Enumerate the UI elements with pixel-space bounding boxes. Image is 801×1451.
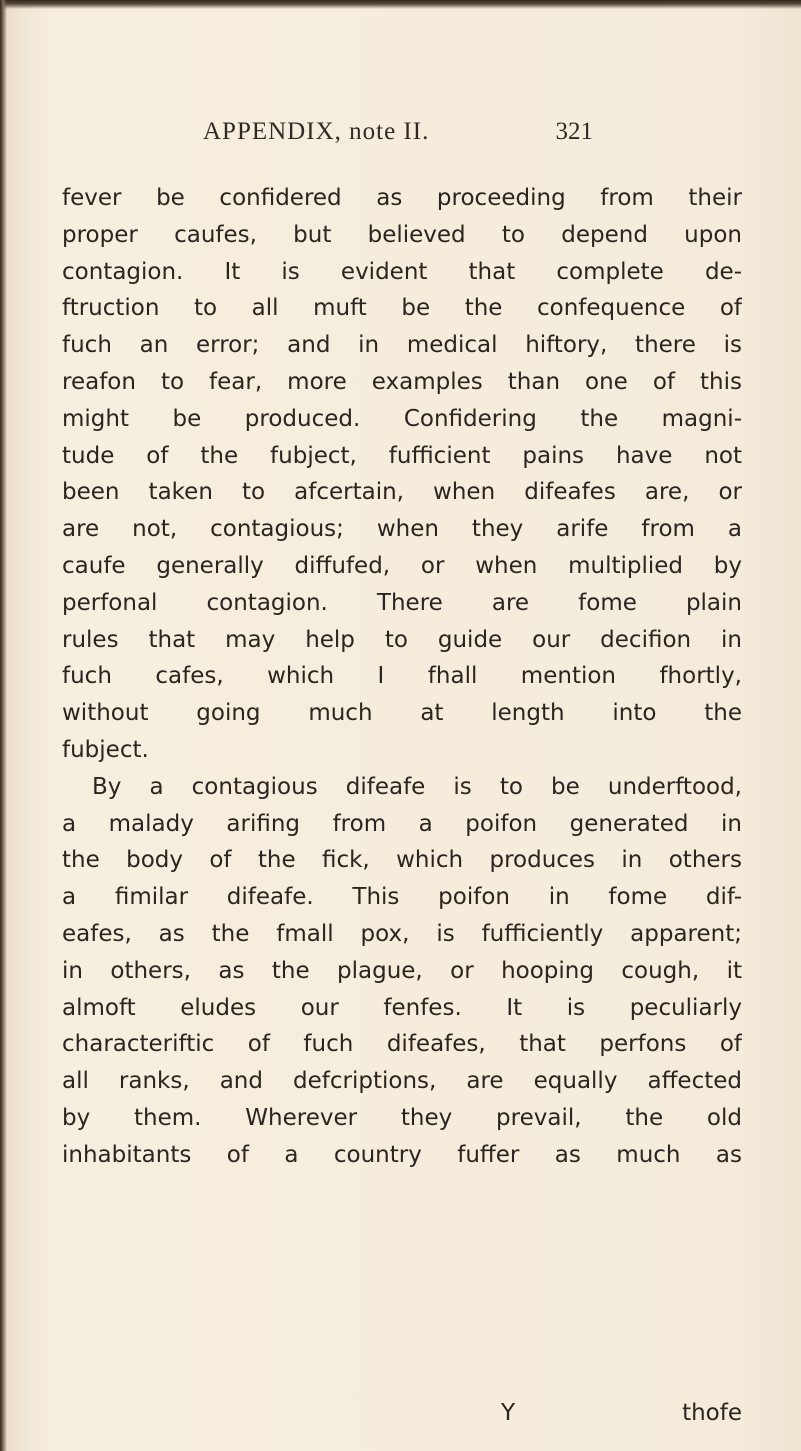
signature-mark: Y xyxy=(501,1400,516,1426)
text-line: rules that may help to guide our decifion in xyxy=(62,626,742,653)
text-line: caufe generally diffufed, or when multiplied by xyxy=(62,552,742,579)
text-line: eafes, as the fmall pox, is fufficiently apparent; xyxy=(62,920,742,947)
text-line: by them. Wherever they prevail, the old xyxy=(62,1104,742,1131)
page-gutter-edge xyxy=(0,0,7,1451)
text-line: perfonal contagion. There are fome plain xyxy=(62,589,742,616)
body-text xyxy=(62,180,742,1174)
text-line: reafon to fear, more examples than one of this xyxy=(62,368,742,395)
catchword: thofe xyxy=(682,1400,742,1426)
page-number: 321 xyxy=(555,118,593,145)
text-line: fever be confidered as proceeding from their xyxy=(62,185,742,211)
text-line: the body of the fick, which produces in others xyxy=(62,847,742,874)
page-header xyxy=(203,118,593,158)
text-line: are not, contagious; when they arife from a xyxy=(62,516,742,543)
text-line: been taken to afcertain, when difeafes are, or xyxy=(62,479,742,506)
text-line: fubject. xyxy=(62,736,149,763)
paragraph-start-line: By a contagious difeafe is to be underftood, xyxy=(92,773,742,800)
running-head: APPENDIX, note II. xyxy=(203,118,430,145)
text-line: in others, as the plague, or hooping cough, it xyxy=(62,957,742,984)
text-line: tude of the fubject, fufficient pains have not xyxy=(62,442,742,469)
text-line: fuch cafes, which I fhall mention fhortly, xyxy=(62,663,742,690)
text-line: inhabitants of a country fuffer as much as xyxy=(62,1141,742,1168)
text-line: might be produced. Confidering the magni- xyxy=(62,405,742,432)
text-line: all ranks, and defcriptions, are equally affected xyxy=(62,1068,742,1095)
text-line: fuch an error; and in medical hiftory, there is xyxy=(62,332,742,359)
page-top-edge xyxy=(0,0,801,9)
text-line: proper caufes, but believed to depend upon xyxy=(62,221,742,248)
text-line: ftruction to all muft be the confequence of xyxy=(62,295,742,322)
page-footer xyxy=(62,1400,742,1434)
text-line: a fimilar difeafe. This poifon in fome dif- xyxy=(62,884,742,911)
text-line: characteriftic of fuch difeafes, that perfons of xyxy=(62,1031,742,1058)
text-line: contagion. It is evident that complete de- xyxy=(62,258,742,285)
text-line: without going much at length into the xyxy=(62,700,742,727)
text-line: a malady arifing from a poifon generated in xyxy=(62,810,742,837)
text-line: almoft eludes our fenfes. It is peculiarly xyxy=(62,994,742,1021)
